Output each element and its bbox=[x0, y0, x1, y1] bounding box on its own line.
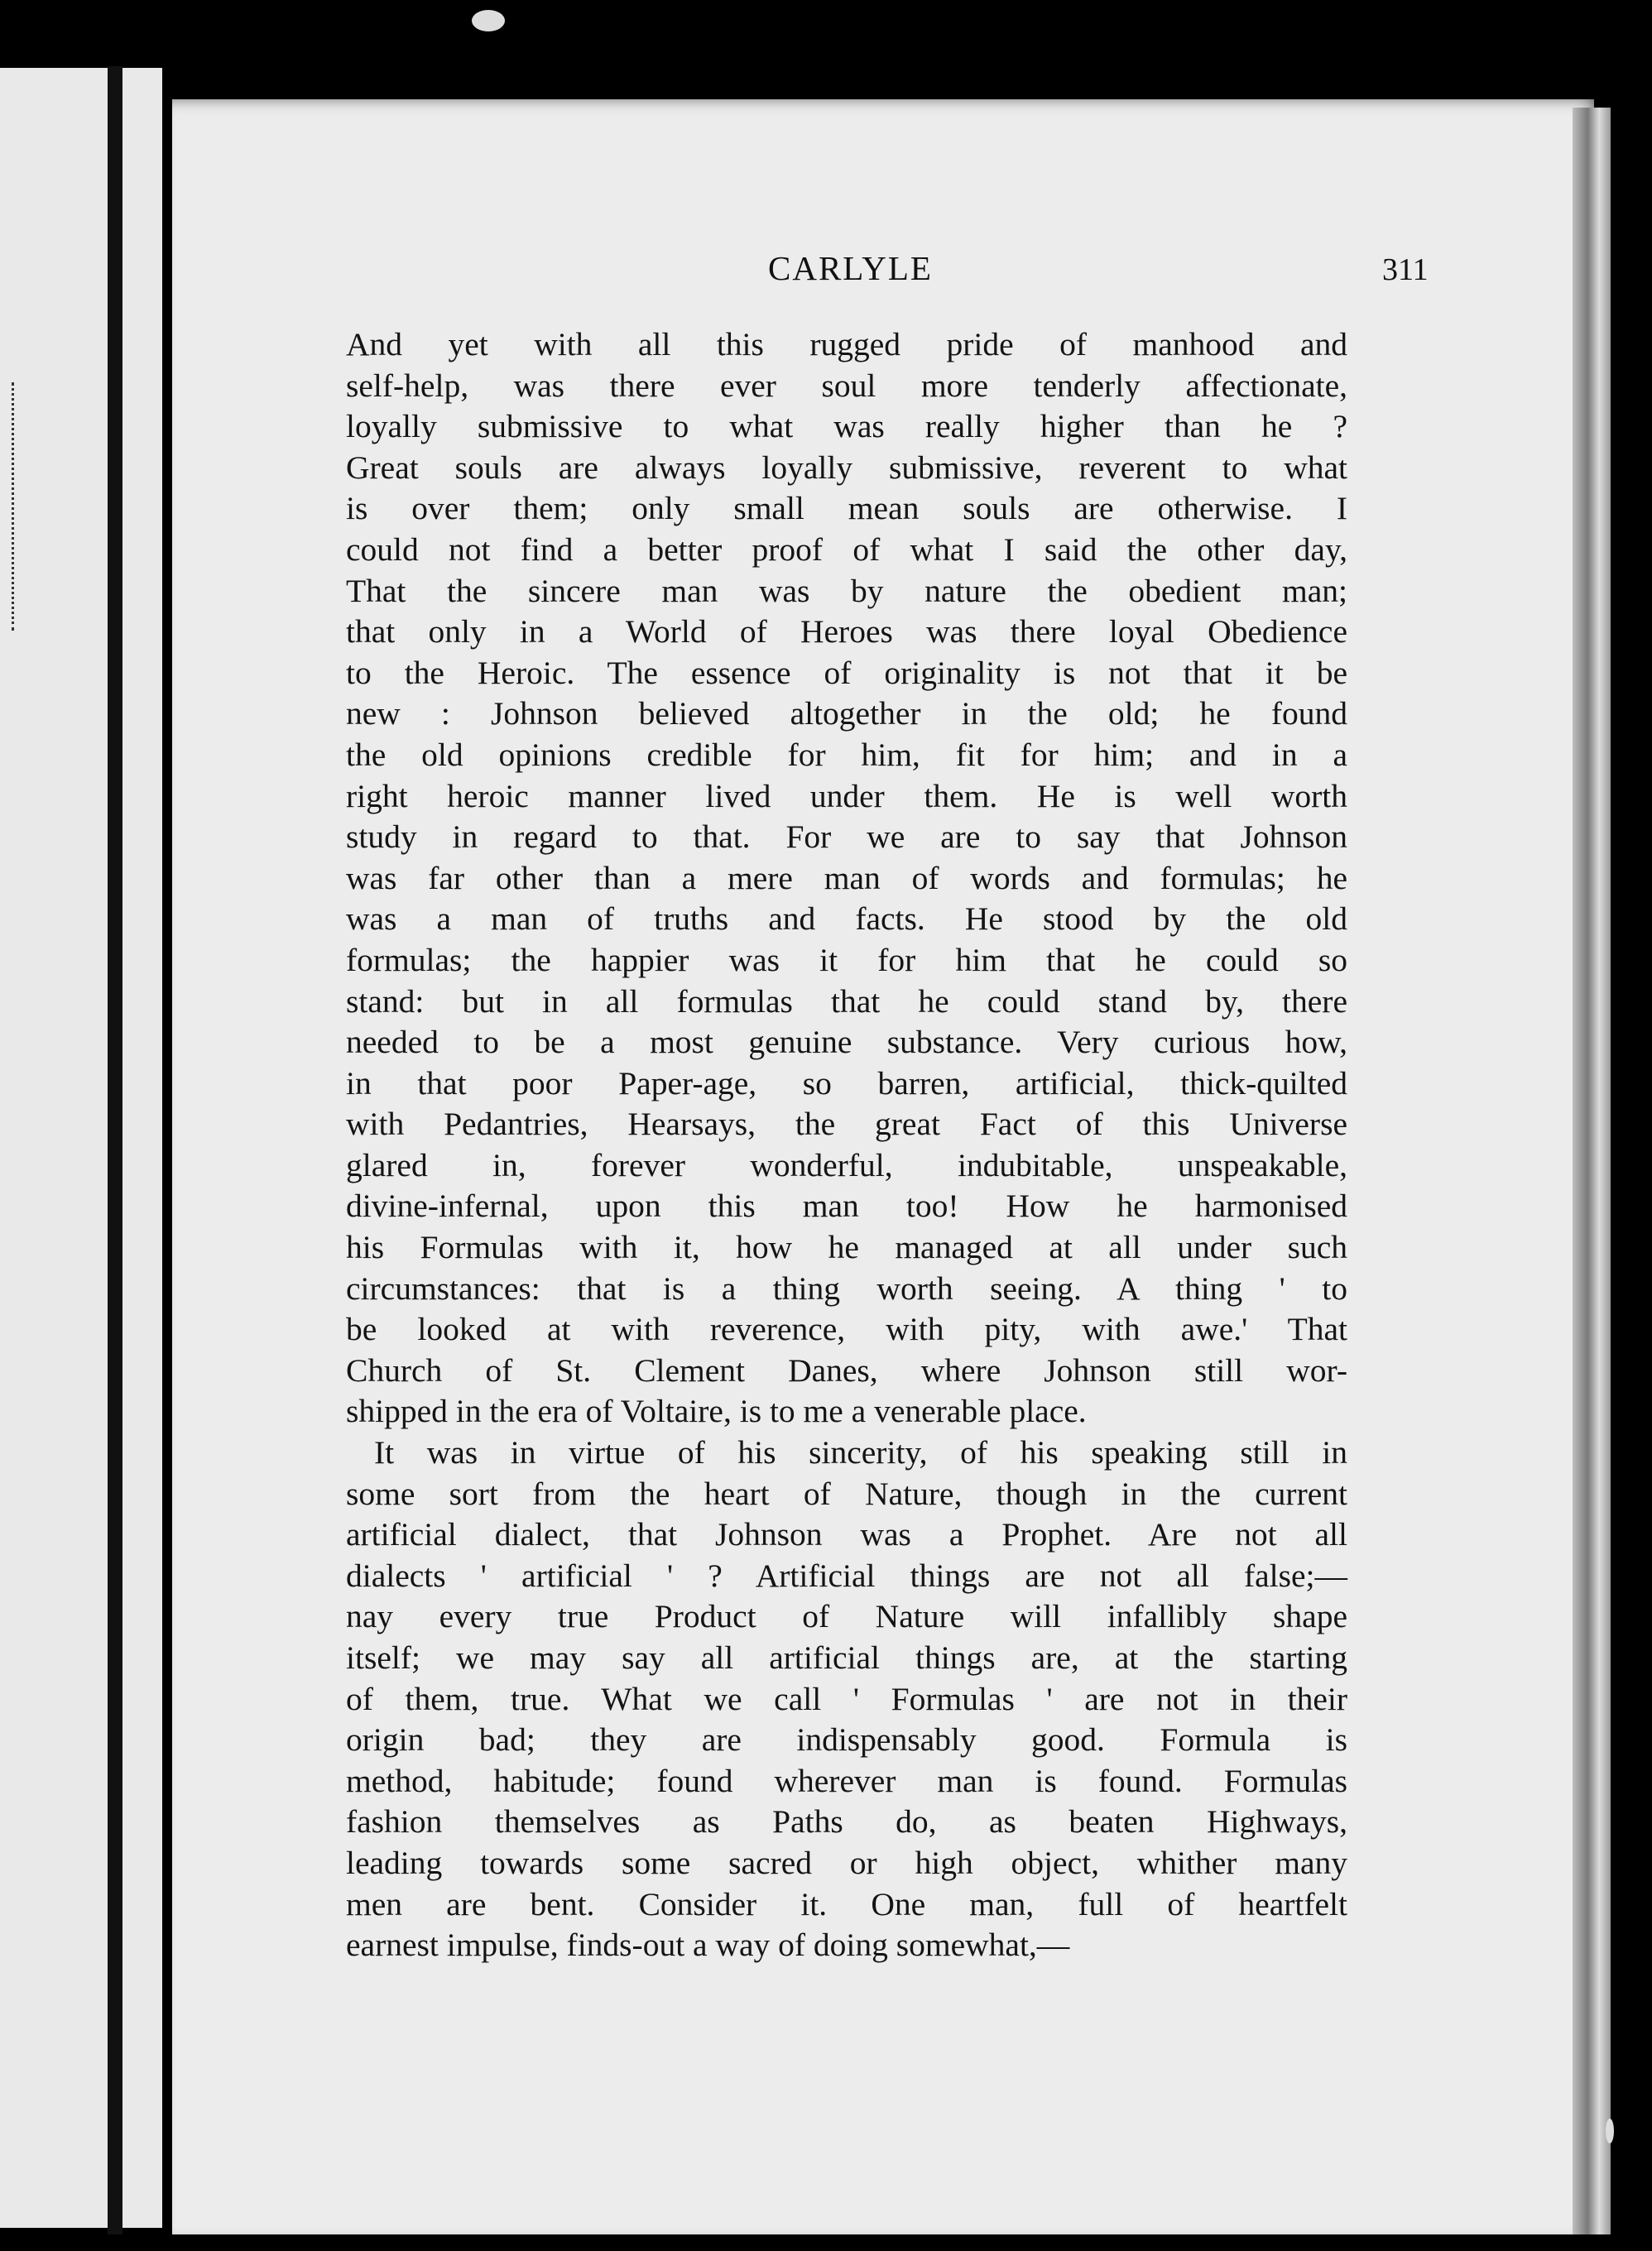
text-line: circumstances: that is a thing worth seeing. A thing ' to bbox=[346, 1269, 1347, 1307]
body-text bbox=[346, 324, 1347, 1966]
text-line: study in regard to that. For we are to say that Johnson bbox=[346, 818, 1347, 856]
text-line: was far other than a mere man of words and formulas; he bbox=[346, 859, 1347, 896]
text-line: with Pedantries, Hearsays, the great Fact of this Universe bbox=[346, 1106, 1347, 1143]
text-line: new : Johnson believed altogether in the old; he found bbox=[346, 695, 1347, 732]
text-line: leading towards some sacred or high object, whither many bbox=[346, 1844, 1347, 1881]
scan-speck bbox=[472, 10, 505, 31]
text-line: to the Heroic. The essence of originality is not that it be bbox=[346, 654, 1347, 691]
running-head bbox=[172, 248, 1594, 298]
text-line: earnest impulse, finds-out a way of doing somewhat,— bbox=[346, 1927, 1070, 1964]
text-line: shipped in the era of Voltaire, is to me a venerable place. bbox=[346, 1393, 1087, 1430]
text-line: the old opinions credible for him, fit for him; and in a bbox=[346, 736, 1347, 773]
text-line: Church of St. Clement Danes, where Johnson still wor- bbox=[346, 1351, 1347, 1389]
paragraph bbox=[346, 324, 1347, 1433]
facing-page-text-remnants bbox=[0, 382, 14, 631]
text-line: origin bad; they are indispensably good. Formula is bbox=[346, 1721, 1347, 1759]
text-line: And yet with all this rugged pride of manhood and bbox=[346, 326, 1347, 362]
text-line: dialects ' artificial ' ? Artificial things are not all false;— bbox=[346, 1557, 1347, 1594]
text-line: method, habitude; found wherever man is found. Formulas bbox=[346, 1762, 1347, 1799]
text-line: be looked at with reverence, with pity, with awe.' That bbox=[346, 1311, 1347, 1348]
text-line: Great souls are always loyally submissive, reverent to what bbox=[346, 449, 1347, 486]
text-line: nay every true Product of Nature will infallibly shape bbox=[346, 1598, 1347, 1635]
page-stack-edge bbox=[1573, 108, 1611, 2234]
text-line: itself; we may say all artificial things are, at the starting bbox=[346, 1639, 1347, 1676]
text-line: loyally submissive to what was really higher than he ? bbox=[346, 408, 1347, 445]
text-line: self-help, was there ever soul more tenderly affectionate, bbox=[346, 367, 1347, 404]
page-number: 311 bbox=[1382, 252, 1429, 287]
text-line: his Formulas with it, how he managed at all under such bbox=[346, 1229, 1347, 1266]
text-line: That the sincere man was by nature the obedient man; bbox=[346, 572, 1347, 609]
text-line: glared in, forever wonderful, indubitable, unspeakable, bbox=[346, 1146, 1347, 1183]
text-line: stand: but in all formulas that he could stand by, there bbox=[346, 982, 1347, 1020]
paragraph bbox=[346, 1433, 1347, 1966]
text-line: It was in virtue of his sincerity, of his speaking still in bbox=[374, 1434, 1347, 1471]
text-line: of them, true. What we call ' Formulas ' are not in their bbox=[346, 1680, 1347, 1717]
scan-speck bbox=[1606, 2119, 1614, 2143]
text-line: in that poor Paper-age, so barren, artificial, thick-quilted bbox=[346, 1064, 1347, 1102]
facing-page-edge bbox=[0, 68, 162, 2228]
text-line: that only in a World of Heroes was there loyal Obedience bbox=[346, 613, 1347, 650]
text-line: fashion themselves as Paths do, as beaten Highways, bbox=[346, 1803, 1347, 1841]
text-line: some sort from the heart of Nature, though in the current bbox=[346, 1475, 1347, 1512]
text-line: is over them; only small mean souls are otherwise. I bbox=[346, 490, 1347, 527]
book-gutter bbox=[108, 66, 122, 2234]
text-line: formulas; the happier was it for him that he could so bbox=[346, 941, 1347, 978]
text-line: artificial dialect, that Johnson was a Prophet. Are not all bbox=[346, 1516, 1347, 1553]
text-line: divine-infernal, upon this man too! How he harmonised bbox=[346, 1188, 1347, 1225]
running-title: CARLYLE bbox=[768, 249, 933, 287]
text-line: could not find a better proof of what I said the other day, bbox=[346, 530, 1347, 568]
text-line: right heroic manner lived under them. He is well worth bbox=[346, 777, 1347, 814]
text-line: was a man of truths and facts. He stood by the old bbox=[346, 900, 1347, 938]
text-line: men are bent. Consider it. One man, full of heartfelt bbox=[346, 1885, 1347, 1922]
text-line: needed to be a most genuine substance. Very curious how, bbox=[346, 1024, 1347, 1061]
